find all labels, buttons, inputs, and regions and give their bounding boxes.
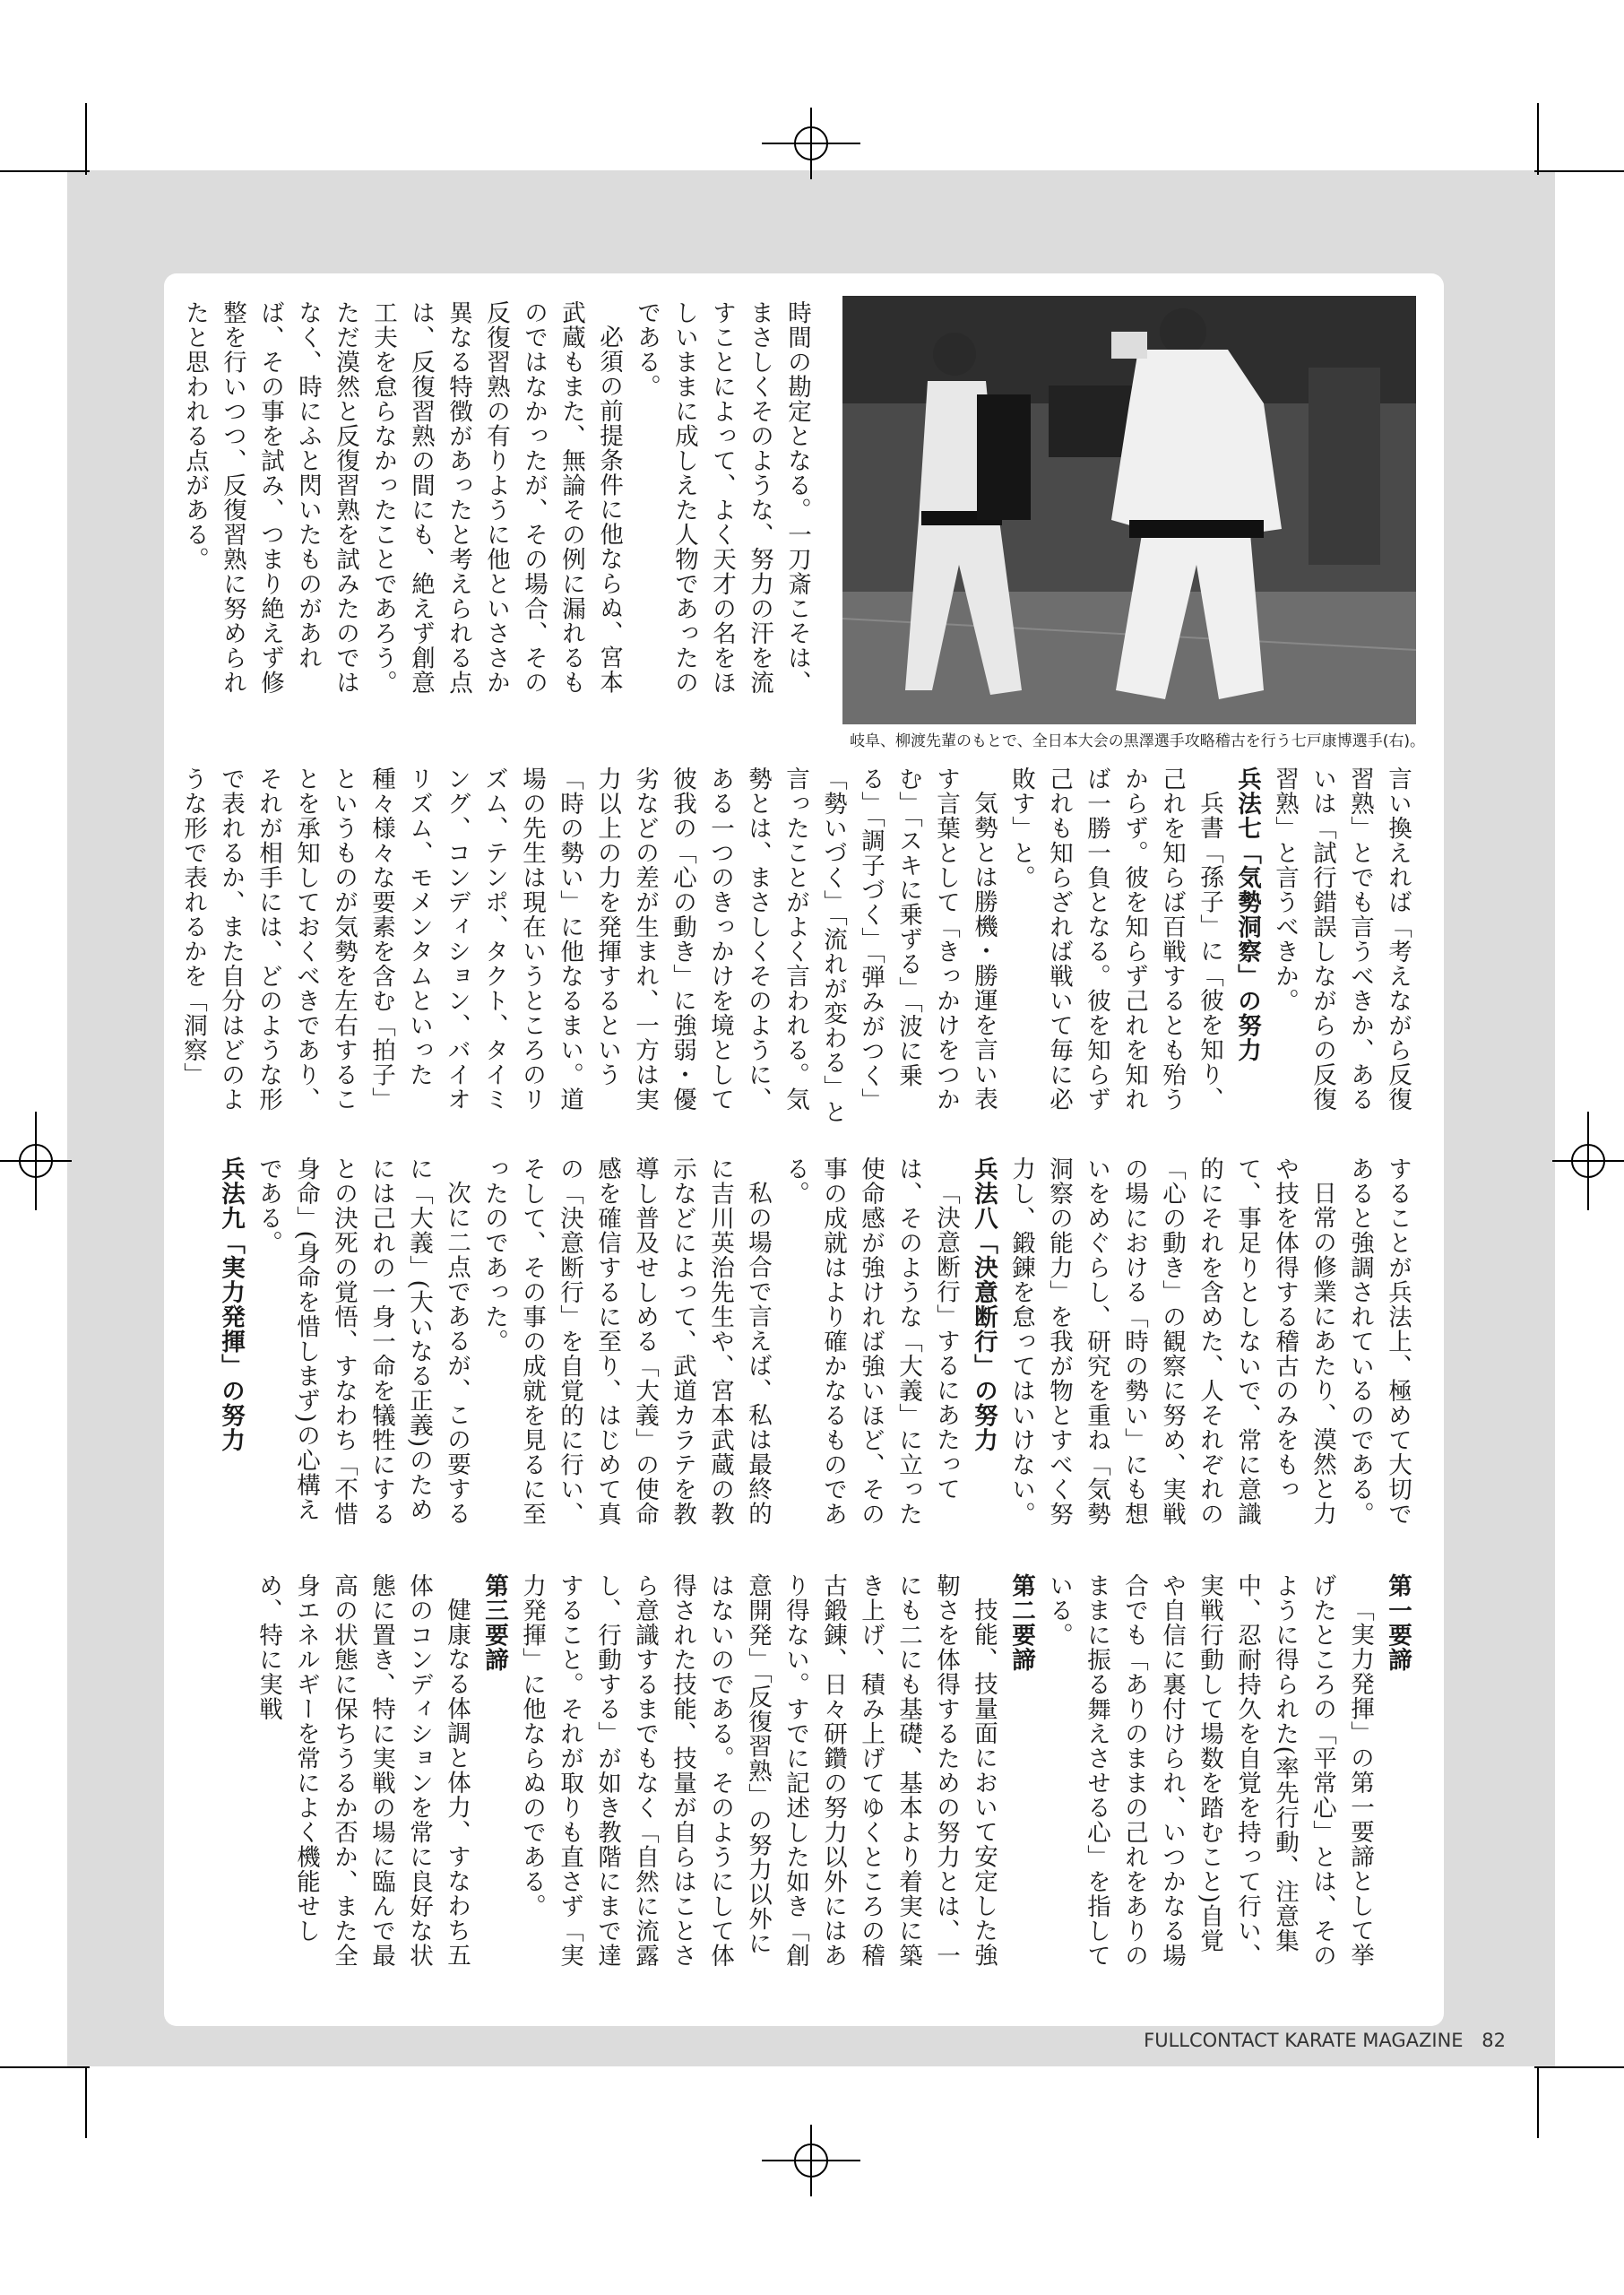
paragraph: 「実力発揮」の第一要諦として挙げたところの「平常心」とは、そのように得られた(率先行動、注意集中、忍耐持久を自覚を持って行い、実戦行動して場数を踏むこと)自覚や自信に裏付けられ、いつかなる場合でも「ありのままの己れをありのままに振る舞えさせる心」を指している。 (1045, 1573, 1374, 1968)
paragraph: 気勢とは勝機・勝運を言い表す言葉として「きっかけをつかむ」「スキに乗ずる」「波に乗る」「調子づく」「弾みがつく」「勢いづく」「流れが変わる」と言ったことがよく言われる。気勢とは、まさしくそのように、ある一つのきっかけを境として彼我の「心の動き」に強弱・優劣などの差が生まれ、一方は実力以上の力を発揮するという「時の勢い」に他なるまい。道場の先生は現在いうところのリズム、テンポ、タクト、タイミング、コンディション、バイオリズム、モメンタムといった種々様々な要素を含む「拍子」というものが気勢を左右することを承知しておくべきであり、それが相手には、どのような形で表れるか、また自分はどのような形で表れるかを「洞察」 (179, 766, 998, 1125)
paragraph: 兵書「孫子」に「彼を知り、己れを知らば百戦するとも殆うからず。彼を知らず己れを知れば一勝一負となる。彼を知らず己れも知らざれば戦いて毎に必敗す」と。 (1007, 766, 1223, 1112)
gray-band-top (67, 170, 1555, 278)
crop-mark (1534, 170, 1624, 172)
crop-mark (0, 170, 90, 172)
crop-mark (1537, 2066, 1539, 2138)
page-footer (1075, 2030, 1506, 2051)
page-number: 82 (1481, 2030, 1506, 2051)
gray-band-left (67, 170, 170, 2035)
youtei-heading-1: 第一要諦 (1384, 1573, 1412, 1672)
paragraph: 言い換えれば「考えながら反復習熟」とでも言うべきか、あるいは「試行錯誤しながらの反復習熟」と言うべきか。 (1271, 766, 1412, 1112)
lower-column (188, 1573, 1416, 1977)
paragraph: 「決意断行」するにあたっては、そのような「大義」に立った使命感が強ければ強いほど、その事の成就はより確かなるものである。 (782, 1156, 960, 1527)
upper-right-column (179, 766, 1416, 1125)
magazine-name: FULLCONTACT KARATE MAGAZINE (1144, 2030, 1464, 2051)
middle-column (188, 1156, 1416, 1542)
crop-mark (1534, 2066, 1624, 2068)
paragraph: 私の場合で言えば、私は最終的に吉川英治先生や、宮本武蔵の教示などによって、武道カラテを教導し普及せしめる「大義」の使命感を確信するに至り、はじめて真の「決意断行」を自覚的に行い、そして、その事の成就を見るに至ったのであった。 (480, 1156, 772, 1527)
youtei-heading-3: 第三要諦 (480, 1573, 508, 1672)
registration-mark-left (0, 1112, 72, 1210)
crop-mark (0, 2066, 90, 2068)
karate-training-photo (842, 296, 1416, 724)
paragraph: 技能、技量面において安定した強靭さを体得するための努力とは、一にも二にも基礎、基本より着実に築き上げ、積み上げてゆくところの稽古鍛錬、日々研鑽の努力以外にはあり得ない。すでに記述した如き「創意開発」「反復習熟」の努力以外にはないのである。そのようにして体得された技能、技量が自らはことさら意識するまでもなく「自然に流露し、行動する」が如き教階にまで達すること。それが取りも直さず「実力発揮」に他ならぬのである。 (518, 1573, 998, 1968)
paragraph: 次に二点であるが、この要するに「大義」(大いなる正義)のためには己れの一身一命を犠牲にするとの決死の覚悟、すなわち「不惜身命」(身命を惜しまず)の心構えである。 (255, 1156, 471, 1527)
section-heading-8: 兵法八「決意断行」の努力 (970, 1156, 998, 1452)
crop-mark (1537, 103, 1539, 175)
section-heading-7: 兵法七「気勢洞察」の努力 (1233, 766, 1261, 1062)
crop-mark (85, 103, 87, 175)
paragraph: 日常の修業にあたり、漠然と力や技を体得する稽古のみをもって、事足りとしないで、常に意識的にそれを含めた、人それぞれの「心の動き」の観察に努め、実戦の場における「時の勢い」にも想いをめぐらし、研究を重ね「気勢洞察の能力」を我が物とすべく努力し、鍛錬を怠ってはいけない。 (1007, 1156, 1336, 1527)
photo-caption: 岐阜、柳渡先輩のもとで、全日本大会の黒澤選手攻略稽古を行う七戸康博選手(右)。 (850, 732, 1425, 750)
youtei-heading-2: 第二要諦 (1007, 1573, 1035, 1672)
paragraph: 必須の前提条件に他ならぬ、宮本武蔵もまた、無論その例に漏れるものではなかったが、その場合、その反復習熟の有りように他といささか異なる特徴があったと考えられる点は、反復習熟の間にも、絶えず創意工夫を怠らなかったことであろう。ただ漠然と反復習熟を試みたのではなく、時にふと閃いたものがあれば、その事を試み、つまり絶えず修整を行いつつ、反復習熟に努められたと思われる点がある。 (181, 300, 623, 695)
paragraph: 時間の勘定となる。一刀斎こそは、まさしくそのような、努力の汗を流すことによって、よく天才の名をほしいままに成しえた人物であったのである。 (633, 300, 811, 695)
registration-mark-bottom (762, 2125, 860, 2196)
registration-mark-right (1552, 1112, 1624, 1210)
upper-left-column (181, 300, 816, 699)
paragraph: 健康なる体調と体力、すなわち五体のコンディションを常に良好な状態に置き、特に実戦の場に臨んで最高の状態に保ちうるか否か、また全身エネルギーを常によく機能せしめ、特に実戦 (255, 1573, 471, 1968)
crop-mark (85, 2066, 87, 2138)
registration-mark-top (762, 108, 860, 179)
gray-band-right (1438, 170, 1555, 2066)
section-heading-9: 兵法九「実力発揮」の努力 (217, 1156, 245, 1452)
paragraph: することが兵法上、極めて大切であると強調されているのである。 (1346, 1156, 1412, 1527)
